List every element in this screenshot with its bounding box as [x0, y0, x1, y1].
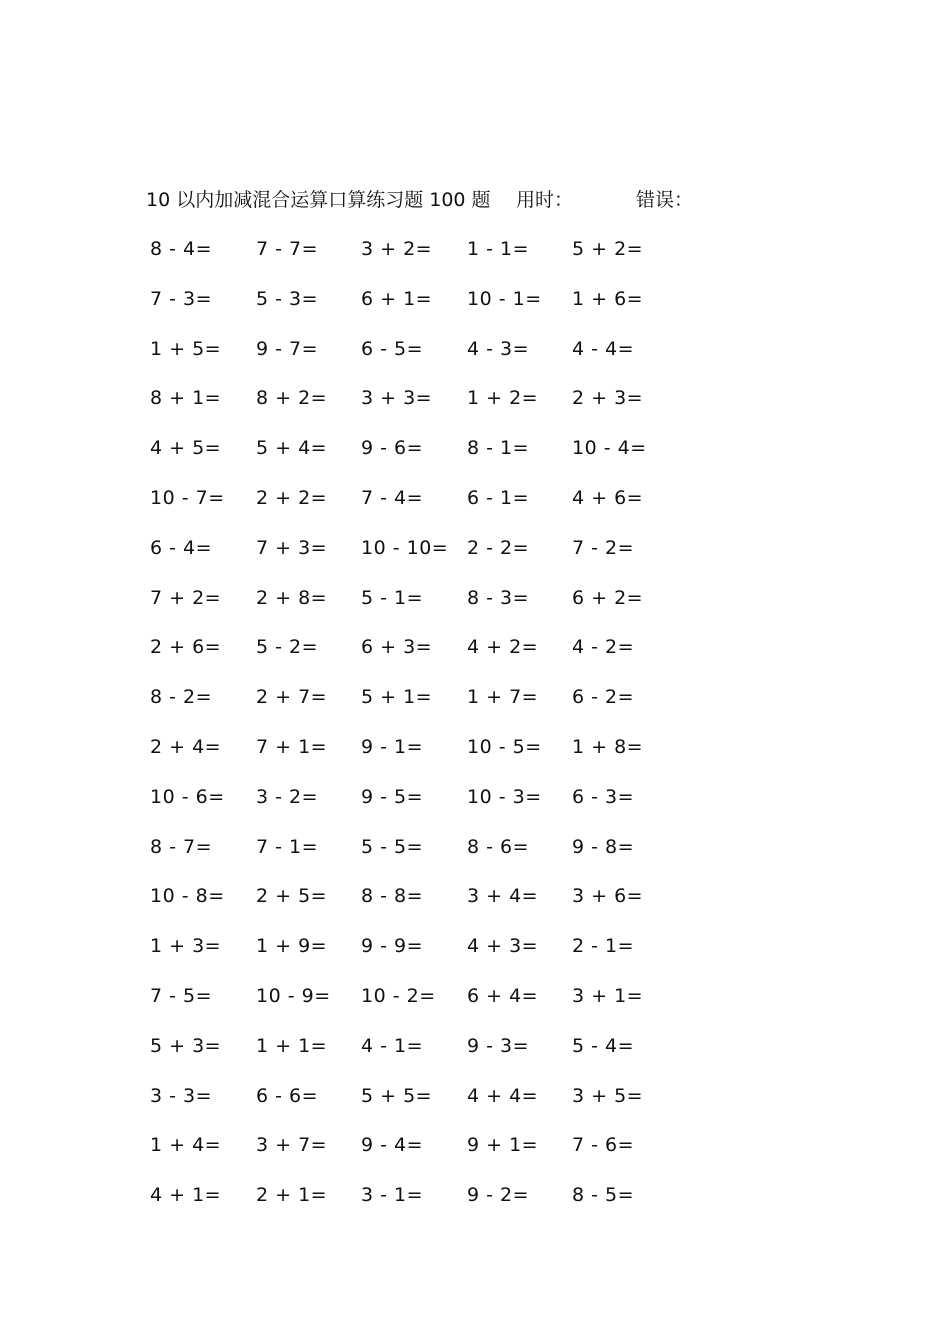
problem-item: 1 - 1= — [467, 238, 530, 260]
problem-item: 9 - 3= — [467, 1034, 530, 1057]
problem-item: 6 - 4= — [150, 536, 213, 559]
problem-item: 5 - 2= — [256, 636, 319, 659]
problem-item: 9 - 7= — [256, 337, 319, 360]
problem-item: 8 - 3= — [467, 586, 530, 609]
problem-item: 3 + 1= — [572, 984, 644, 1007]
problem-item: 4 + 6= — [572, 486, 644, 509]
problem-item: 4 - 4= — [572, 337, 635, 360]
problem-item: 3 - 3= — [150, 1084, 213, 1107]
problem-row — [140, 336, 700, 386]
problem-item: 8 - 8= — [361, 885, 424, 908]
problem-item: 5 + 4= — [256, 437, 328, 460]
problem-item: 2 + 4= — [150, 735, 222, 758]
problem-item: 8 - 2= — [150, 686, 213, 709]
problem-row — [140, 535, 700, 585]
problem-item: 6 - 5= — [361, 337, 424, 360]
problem-item: 9 - 5= — [361, 785, 424, 808]
problem-item: 9 - 4= — [361, 1134, 424, 1157]
problem-item: 6 + 4= — [467, 984, 539, 1007]
problem-item: 9 + 1= — [467, 1134, 539, 1157]
problem-row — [140, 883, 700, 933]
problem-item: 1 + 1= — [256, 1034, 328, 1057]
problem-item: 5 - 4= — [572, 1034, 635, 1057]
problem-item: 3 + 2= — [361, 238, 433, 260]
problem-row — [140, 286, 700, 336]
problem-item: 8 - 1= — [467, 437, 530, 460]
problem-item: 7 + 2= — [150, 586, 222, 609]
problem-item: 10 - 2= — [361, 984, 436, 1007]
problem-item: 2 + 5= — [256, 885, 328, 908]
problem-item: 8 - 5= — [572, 1184, 635, 1207]
problem-item: 6 + 2= — [572, 586, 644, 609]
problem-item: 9 - 6= — [361, 437, 424, 460]
problem-item: 2 - 1= — [572, 935, 635, 958]
problem-item: 9 - 1= — [361, 735, 424, 758]
problem-row — [140, 933, 700, 983]
problem-item: 7 - 6= — [572, 1134, 635, 1157]
problem-item: 7 + 1= — [256, 735, 328, 758]
problem-item: 8 - 6= — [467, 835, 530, 858]
worksheet-header — [146, 186, 786, 214]
problem-item: 1 + 3= — [150, 935, 222, 958]
problem-row — [140, 684, 700, 734]
problem-item: 10 - 8= — [150, 885, 225, 908]
problem-item: 3 + 5= — [572, 1084, 644, 1107]
problem-item: 5 + 3= — [150, 1034, 222, 1057]
problem-item: 5 - 3= — [256, 287, 319, 310]
problem-item: 5 - 1= — [361, 586, 424, 609]
problem-item: 9 - 9= — [361, 935, 424, 958]
problem-item: 2 + 6= — [150, 636, 222, 659]
problem-row — [140, 834, 700, 884]
problem-item: 8 + 2= — [256, 387, 328, 410]
problem-item: 3 + 6= — [572, 885, 644, 908]
problem-row — [140, 1132, 700, 1182]
problem-item: 1 + 2= — [467, 387, 539, 410]
problem-item: 7 - 7= — [256, 238, 319, 260]
problem-row — [140, 585, 700, 635]
problem-grid — [140, 236, 700, 1232]
problem-row — [140, 1182, 700, 1232]
problem-item: 6 - 2= — [572, 686, 635, 709]
worksheet-title: 10 以内加减混合运算口算练习题 100 题 — [146, 189, 491, 211]
problem-row — [140, 385, 700, 435]
problem-row — [140, 983, 700, 1033]
problem-item: 1 + 8= — [572, 735, 644, 758]
problem-item: 4 + 3= — [467, 935, 539, 958]
problem-item: 10 - 6= — [150, 785, 225, 808]
problem-item: 8 - 7= — [150, 835, 213, 858]
problem-item: 2 + 8= — [256, 586, 328, 609]
problem-item: 9 - 2= — [467, 1184, 530, 1207]
problem-row — [140, 236, 700, 286]
problem-item: 9 - 8= — [572, 835, 635, 858]
problem-item: 6 - 1= — [467, 486, 530, 509]
problem-row — [140, 1033, 700, 1083]
problem-item: 10 - 4= — [572, 437, 647, 460]
problem-item: 1 + 6= — [572, 287, 644, 310]
problem-item: 1 + 5= — [150, 337, 222, 360]
problem-item: 8 + 1= — [150, 387, 222, 410]
problem-item: 1 + 7= — [467, 686, 539, 709]
problem-item: 3 + 4= — [467, 885, 539, 908]
problem-item: 7 - 1= — [256, 835, 319, 858]
problem-item: 5 + 5= — [361, 1084, 433, 1107]
problem-item: 5 - 5= — [361, 835, 424, 858]
problem-item: 10 - 3= — [467, 785, 542, 808]
problem-item: 3 - 2= — [256, 785, 319, 808]
problem-row — [140, 1083, 700, 1133]
problem-item: 7 - 2= — [572, 536, 635, 559]
problem-item: 3 - 1= — [361, 1184, 424, 1207]
problem-item: 2 + 1= — [256, 1184, 328, 1207]
problem-item: 6 + 1= — [361, 287, 433, 310]
problem-item: 4 + 2= — [467, 636, 539, 659]
problem-item: 7 + 3= — [256, 536, 328, 559]
problem-item: 6 + 3= — [361, 636, 433, 659]
problem-item: 8 - 4= — [150, 238, 213, 260]
problem-item: 4 - 3= — [467, 337, 530, 360]
problem-item: 1 + 9= — [256, 935, 328, 958]
problem-item: 4 - 1= — [361, 1034, 424, 1057]
problem-item: 2 + 2= — [256, 486, 328, 509]
problem-item: 5 + 1= — [361, 686, 433, 709]
problem-item: 10 - 5= — [467, 735, 542, 758]
problem-item: 10 - 9= — [256, 984, 331, 1007]
problem-item: 2 - 2= — [467, 536, 530, 559]
problem-row — [140, 784, 700, 834]
problem-row — [140, 485, 700, 535]
problem-row — [140, 634, 700, 684]
problem-item: 4 + 4= — [467, 1084, 539, 1107]
problem-item: 7 - 4= — [361, 486, 424, 509]
problem-item: 2 + 3= — [572, 387, 644, 410]
problem-item: 5 + 2= — [572, 238, 644, 260]
problem-item: 4 + 1= — [150, 1184, 222, 1207]
problem-row — [140, 435, 700, 485]
problem-item: 4 - 2= — [572, 636, 635, 659]
problem-item: 2 + 7= — [256, 686, 328, 709]
problem-item: 3 + 3= — [361, 387, 433, 410]
problem-item: 6 - 3= — [572, 785, 635, 808]
problem-item: 3 + 7= — [256, 1134, 328, 1157]
problem-item: 7 - 5= — [150, 984, 213, 1007]
problem-item: 4 + 5= — [150, 437, 222, 460]
problem-item: 10 - 7= — [150, 486, 225, 509]
error-count-label: 错误： — [636, 189, 694, 211]
problem-item: 10 - 10= — [361, 536, 449, 559]
problem-item: 7 - 3= — [150, 287, 213, 310]
time-used-label: 用时： — [516, 189, 574, 211]
problem-row — [140, 734, 700, 784]
problem-item: 6 - 6= — [256, 1084, 319, 1107]
problem-item: 10 - 1= — [467, 287, 542, 310]
problem-item: 1 + 4= — [150, 1134, 222, 1157]
